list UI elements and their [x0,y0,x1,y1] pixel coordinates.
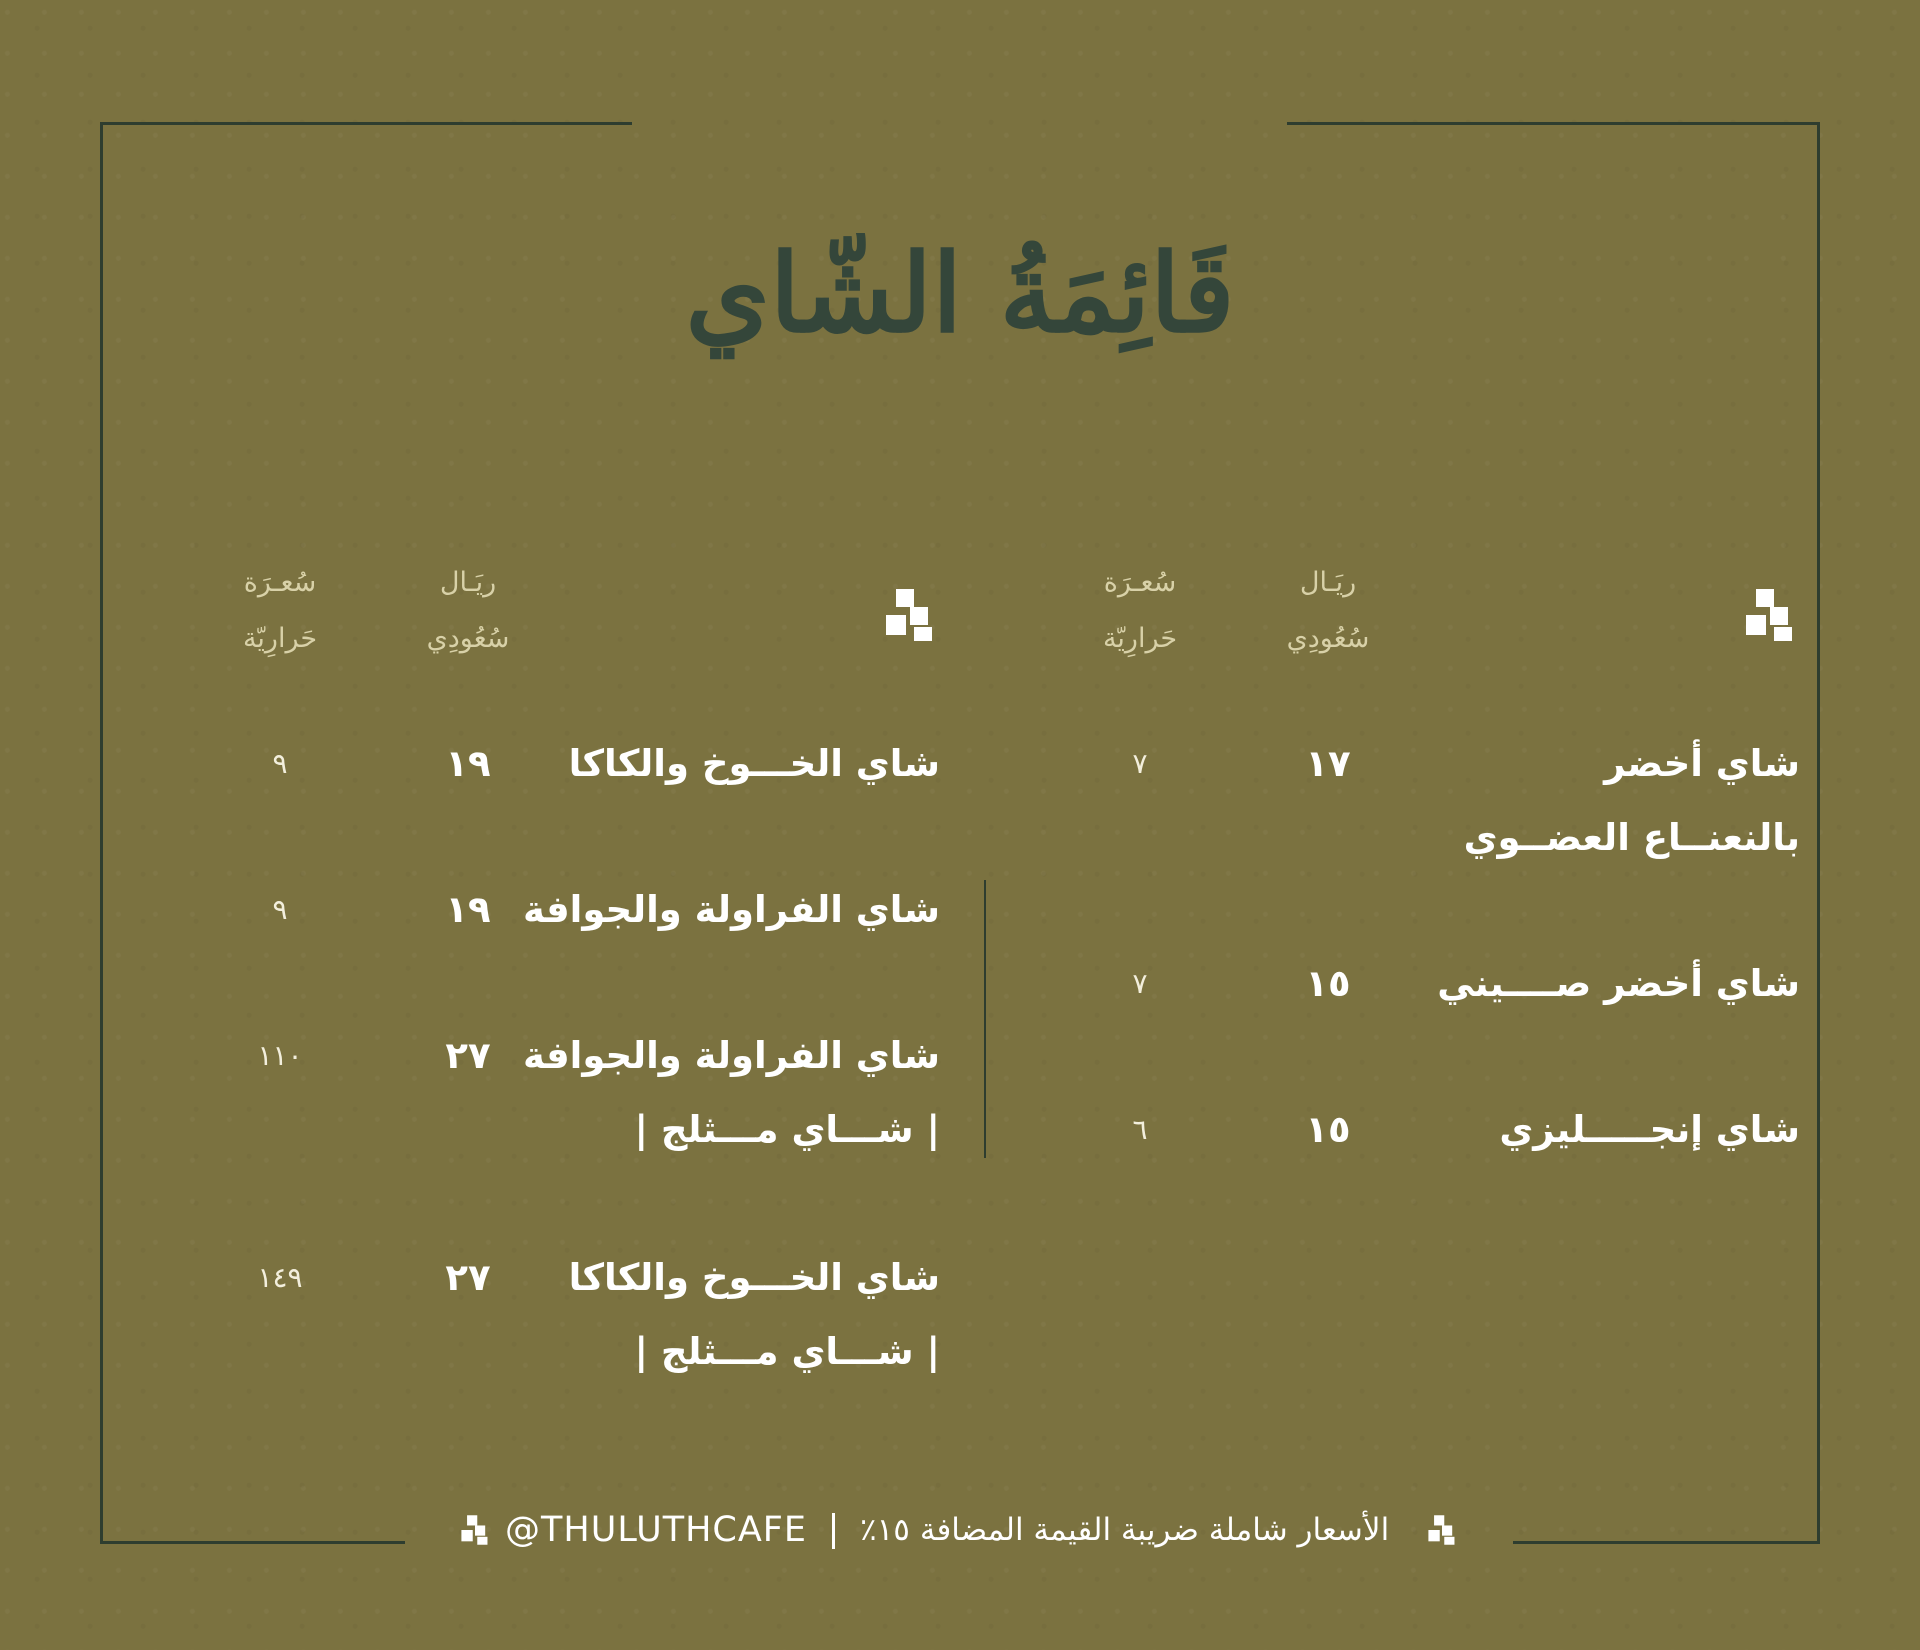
footer-separator [832,1513,835,1549]
footer [0,1505,1920,1555]
menu-item-price: ١٩ [445,888,491,931]
column-divider [984,880,986,1158]
price-header-line-1: ريَـال [439,567,497,598]
menu-item-calories: ٩ [272,747,288,780]
menu-item-name [520,873,940,947]
menu-item-name-line: شاي أخضر [1604,742,1800,785]
menu-item-name-line: شاي الفراولة والجوافة [523,1034,940,1077]
menu-item-name-line: | شـــاي مـــثلج | [634,1108,940,1151]
menu-item-name [1380,727,1800,875]
menu-item-name [1380,947,1800,1021]
menu-item-price: ١٧ [1305,742,1351,785]
calories-header-line-2: حَرارِيّة [1102,623,1178,654]
calories-header [200,555,360,667]
frame-top-left [100,122,632,125]
menu-item-name-line: شاي إنجـــــليزي [1499,1108,1800,1151]
menu-item-price: ١٥ [1305,1108,1351,1151]
menu-item-price: ١٥ [1305,962,1351,1005]
menu-item-price: ٢٧ [445,1256,491,1299]
page-title: قَائِمَةُ الشّاي [685,231,1235,357]
menu-item-name-line: شاي الخـــوخ والكاكا [568,1256,940,1299]
thuluth-logo-icon [1425,1513,1459,1547]
thuluth-logo-icon [1740,585,1800,645]
menu-item-name [520,1241,940,1389]
menu-item-name-line: شاي الفراولة والجوافة [523,888,940,931]
calories-header-line-1: سُعـرَة [1103,567,1177,598]
social-handle: @THULUTHCAFE [505,1510,808,1550]
menu-item-calories: ١٤٩ [257,1261,303,1294]
menu-item-name-line: | شـــاي مـــثلج | [634,1330,940,1373]
menu-item-name-line: شاي أخضر صــــيني [1437,962,1800,1005]
price-header [388,555,548,667]
menu-column-right [980,555,1800,1375]
menu-item-calories: ١١٠ [257,1039,303,1072]
menu-item-calories: ٦ [1132,1113,1148,1146]
menu-item-calories: ٩ [272,893,288,926]
frame-top-right [1287,122,1820,125]
price-header-line-2: سُعُودِي [426,623,510,654]
menu-item-calories: ٧ [1132,747,1148,780]
menu-item-calories: ٧ [1132,967,1148,1000]
vat-note: الأسعار شاملة ضريبة القيمة المضافة ١٥٪ [860,1512,1390,1548]
price-header-line-1: ريَـال [1299,567,1357,598]
menu-column-left [120,555,940,1375]
menu-item-name-line: بالنعنــاع العضــوي [1463,816,1800,859]
menu-item-price: ٢٧ [445,1034,491,1077]
menu-item-name [520,727,940,801]
thuluth-logo-icon [458,1513,492,1547]
menu-item-name [520,1019,940,1167]
menu-item-price: ١٩ [445,742,491,785]
price-header [1248,555,1408,667]
calories-header-line-1: سُعـرَة [243,567,317,598]
menu-item-name-line: شاي الخـــوخ والكاكا [568,742,940,785]
price-header-line-2: سُعُودِي [1286,623,1370,654]
calories-header [1060,555,1220,667]
calories-header-line-2: حَرارِيّة [242,623,318,654]
thuluth-logo-icon [880,585,940,645]
menu-item-name [1380,1093,1800,1167]
